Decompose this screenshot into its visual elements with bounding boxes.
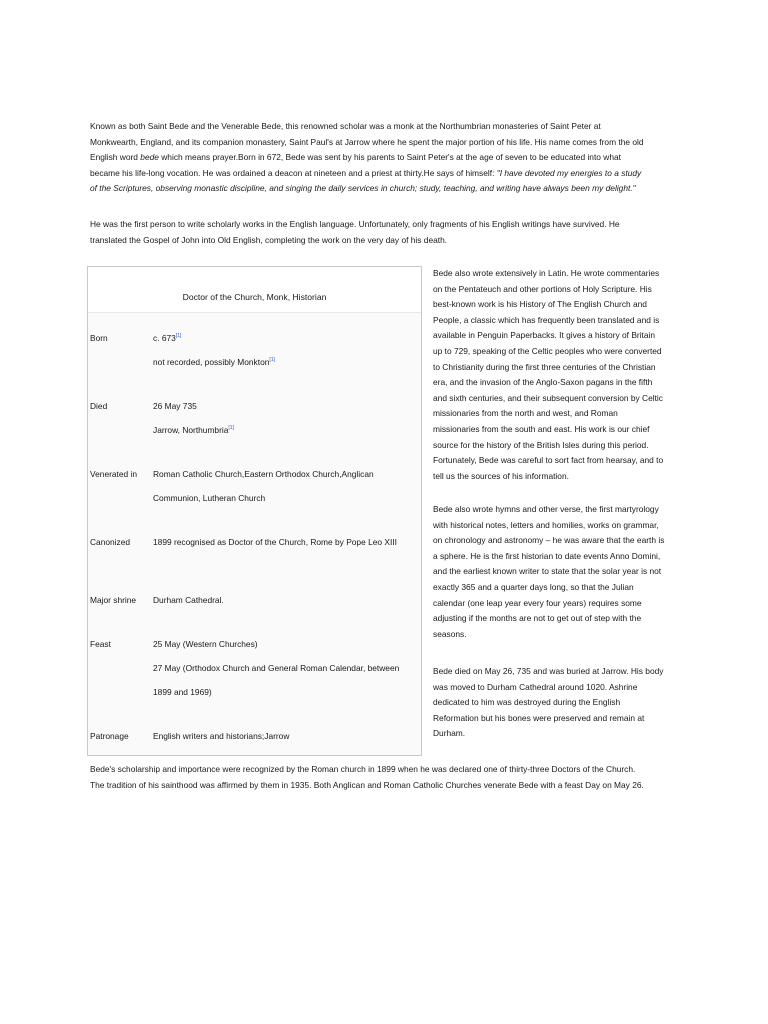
feast-label: Feast (90, 639, 111, 649)
shrine-label: Major shrine (90, 595, 137, 605)
infobox-title: Doctor of the Church, Monk, Historian (88, 267, 421, 313)
col2-line: seasons. (433, 628, 467, 639)
second-line: translated the Gospel of John into Old English, completing the work on the very day of his death. (90, 234, 448, 245)
born-place-ref[interactable]: [1] (269, 357, 275, 364)
closing-paragraph (90, 762, 690, 793)
col1-line: source for the history of the British Isles during this period. (433, 439, 649, 450)
venerated-label: Venerated in (90, 469, 138, 479)
venerated-value (153, 462, 415, 510)
col2-line: calendar (one leap year every four years) requires some (433, 597, 642, 608)
born-value (153, 326, 415, 374)
second-paragraph (90, 217, 680, 248)
col1-line: tell us the sources of his information. (433, 470, 569, 481)
shrine-value: Durham Cathedral. (153, 595, 224, 605)
intro-bede-word: bede (140, 152, 159, 163)
feast-line: 27 May (Orthodox Church and General Roman Calendar, between (153, 663, 400, 673)
col1-line: to Christianity during the first three centuries of the Christian (433, 361, 656, 372)
born-date: c. 673 (153, 333, 176, 343)
col2-line: on chronology and astronomy – he was aware that the earth is (433, 535, 665, 546)
intro-line: which means prayer.Born in 672, Bede was sent by his parents to Saint Peter's at the age of seven to be educated into what (158, 152, 621, 163)
infobox (87, 266, 422, 756)
died-place: Jarrow, Northumbria (153, 425, 229, 435)
patronage-label: Patronage (90, 731, 129, 741)
col2-line: a sphere. He is the first historian to date events Anno Domini, (433, 550, 661, 561)
closing-line: The tradition of his sainthood was affirmed by them in 1935. Both Anglican and Roman Catholic Churches venerate Bede with a feast Day on May 26. (90, 779, 644, 790)
col2-line: and the earliest known writer to state that the solar year is not (433, 566, 662, 577)
canonized-label: Canonized (90, 537, 131, 547)
col1-line: available in Penguin Paperbacks. It gives a history of Britain (433, 330, 656, 341)
latin-works-paragraph (433, 266, 683, 484)
born-place: not recorded, possibly Monkton (153, 357, 270, 367)
col1-line: on the Pentateuch and other portions of Holy Scripture. His (433, 283, 652, 294)
intro-line: English word (90, 152, 141, 163)
col1-line: best-known work is his History of The English Church and (433, 299, 647, 310)
col3-line: Bede died on May 26, 735 and was buried at Jarrow. His body (433, 666, 664, 676)
col2-line: Bede also wrote hymns and other verse, the first martyrology (433, 504, 659, 514)
hymns-paragraph (433, 502, 683, 642)
col3-line: was moved to Durham Cathedral around 1020. Ashrine (433, 681, 638, 692)
patronage-value: English writers and historians;Jarrow (153, 731, 290, 741)
died-label: Died (90, 401, 108, 411)
feast-line: 1899 and 1969) (153, 687, 212, 697)
col1-line: era, and the invasion of the Anglo-Saxon pagans in the fifth (433, 377, 653, 388)
feast-line: 25 May (Western Churches) (153, 639, 258, 649)
col1-line: Bede also wrote extensively in Latin. He wrote commentaries (433, 268, 660, 278)
col3-line: Durham. (433, 728, 466, 739)
col2-line: exactly 365 and a quarter days long, so that the Julian (433, 581, 634, 592)
intro-quote: "I have devoted my energies to a study (496, 167, 642, 178)
intro-line: Monkwearth, England, and its companion monastery, Saint Paul's at Jarrow where he spent the major portion of his life. His name comes from the old (90, 136, 644, 147)
intro-quote: of the Scriptures, observing monastic discipline, and singing the daily services in church; study, teaching, and writing have always been my delight." (90, 183, 636, 194)
col1-line: and sixth centuries, and their subsequent conversion by Celtic (433, 392, 663, 403)
intro-line: became his life-long vocation. He was ordained a deacon at nineteen and a priest at thirty.He says of himself: (90, 167, 497, 178)
second-line: He was the first person to write scholarly works in the English language. Unfortunately, only fragments of his English writings have survived. He (90, 219, 620, 229)
col1-line: missionaries from the south and east. His work is our chief (433, 423, 650, 434)
canonized-value: 1899 recognised as Doctor of the Church, Rome by Pope Leo XIII (153, 537, 397, 547)
col2-line: adjusting if the months are not to get out of step with the (433, 613, 642, 624)
died-value (153, 394, 415, 442)
died-ref[interactable]: [1] (228, 425, 234, 432)
intro-paragraph (90, 119, 680, 197)
born-ref[interactable]: [1] (175, 333, 182, 340)
col3-line: dedicated to him was destroyed during the English (433, 697, 621, 708)
col1-line: People, a classic which has frequently been translated and is (433, 314, 660, 325)
infobox-body (88, 313, 421, 755)
col2-line: with historical notes, letters and homilies, works on grammar, (433, 519, 659, 530)
col1-line: missionaries from the north and west, and Roman (433, 408, 618, 419)
venerated-line: Communion, Lutheran Church (153, 493, 266, 503)
feast-value (153, 632, 415, 704)
born-label: Born (90, 333, 108, 343)
closing-line: Bede's scholarship and importance were recognized by the Roman church in 1899 when he was declared one of thirty-three Doctors of the Church. (90, 764, 636, 774)
venerated-line: Roman Catholic Church,Eastern Orthodox Church,Anglican (153, 469, 374, 479)
col3-line: Reformation but his bones were preserved and remain at (433, 712, 645, 723)
intro-line: Known as both Saint Bede and the Venerable Bede, this renowned scholar was a monk at the Northumbrian monasteries of Saint Peter at (90, 121, 601, 131)
death-paragraph (433, 664, 683, 742)
col1-line: Fortunately, Bede was careful to sort fact from hearsay, and to (433, 455, 664, 466)
died-date: 26 May 735 (153, 401, 197, 411)
col1-line: up to 729, speaking of the Celtic peoples who were converted (433, 345, 662, 356)
